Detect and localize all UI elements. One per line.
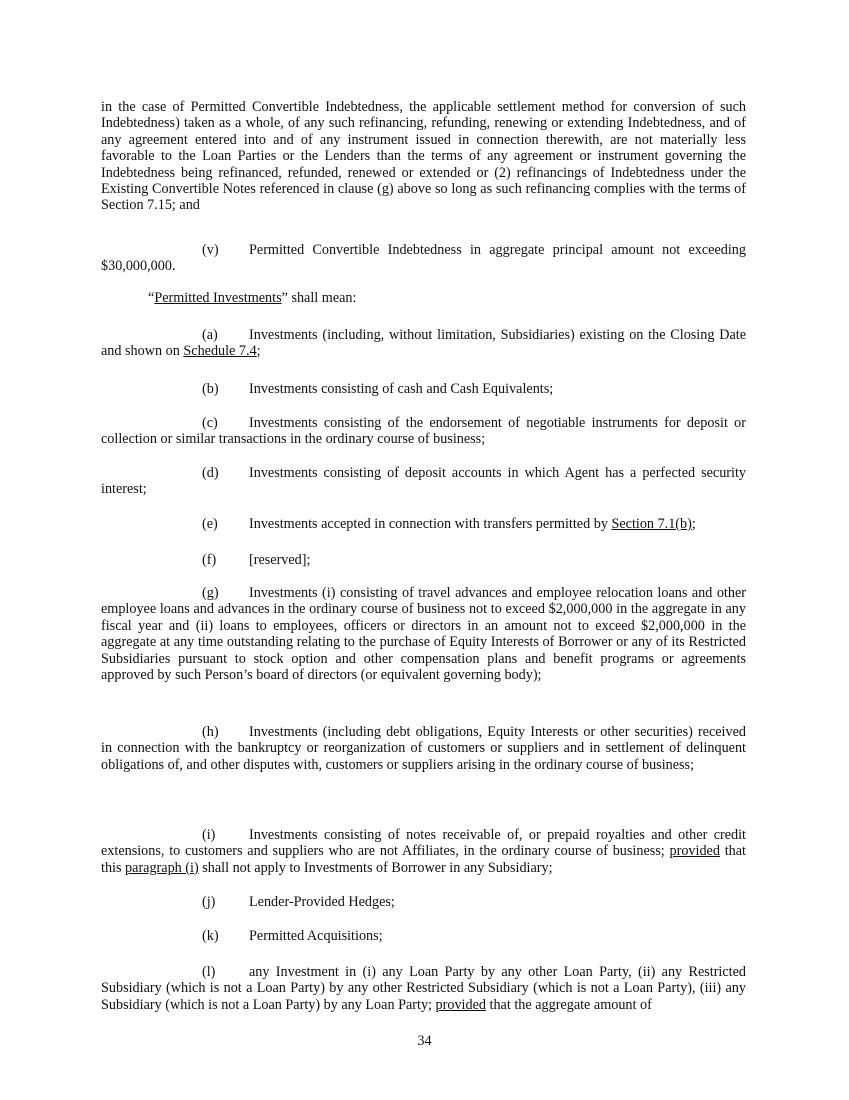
intro-continuation bbox=[101, 99, 746, 214]
item-c: (c) Investments consisting of the endorsement of negotiable instruments for deposit or collection or similar transactions in the ordinary course of business; bbox=[101, 415, 746, 448]
item-d: (d) Investments consisting of deposit accounts in which Agent has a perfected security interest; bbox=[101, 465, 746, 498]
item-text: Permitted Convertible Indebtedness in aggregate principal amount not exceeding $30,000,000. bbox=[101, 242, 746, 275]
definition-heading: “Permitted Investments” shall mean: bbox=[148, 290, 357, 306]
item-marker: (v) bbox=[202, 242, 219, 258]
item-f: (f) [reserved]; bbox=[202, 552, 311, 568]
defined-term: Permitted Investments bbox=[154, 290, 282, 306]
page-number: 34 bbox=[417, 1033, 432, 1049]
item-v bbox=[101, 242, 746, 275]
item-marker: (c) bbox=[202, 415, 218, 431]
item-e: (e) Investments accepted in connection with transfers permitted by Section 7.1(b); bbox=[202, 516, 696, 532]
item-marker: (j) bbox=[202, 894, 216, 910]
item-marker: (e) bbox=[202, 516, 218, 532]
item-marker: (d) bbox=[202, 465, 219, 481]
provided-term: provided bbox=[435, 996, 486, 1013]
item-l: (l) any Investment in (i) any Loan Party by any other Loan Party, (ii) any Restricted Subsidiary (which is not a Loan Party) by any other Restricted Subsidiary (which is not a Loan Party), (iii) any Subsidiary (which is not a Loan Party) by any Loan Party; provided that the aggregate amount of bbox=[101, 964, 746, 1013]
item-marker: (f) bbox=[202, 552, 217, 568]
item-marker: (i) bbox=[202, 827, 216, 843]
item-b: (b) Investments consisting of cash and Cash Equivalents; bbox=[202, 381, 554, 397]
item-marker: (l) bbox=[202, 964, 216, 980]
item-marker: (b) bbox=[202, 381, 219, 397]
item-k: (k) Permitted Acquisitions; bbox=[202, 928, 383, 944]
schedule-reference: Schedule 7.4 bbox=[183, 343, 257, 360]
item-marker: (h) bbox=[202, 724, 219, 740]
item-a: (a) Investments (including, without limitation, Subsidiaries) existing on the Closing Date and shown on Schedule 7.4; bbox=[101, 327, 746, 360]
section-reference: Section 7.1(b) bbox=[611, 516, 692, 532]
item-marker: (a) bbox=[202, 327, 218, 343]
item-marker: (k) bbox=[202, 928, 219, 944]
item-marker: (g) bbox=[202, 585, 219, 601]
item-j: (j) Lender-Provided Hedges; bbox=[202, 894, 395, 910]
item-i: (i) Investments consisting of notes receivable of, or prepaid royalties and other credit extensions, to customers and suppliers who are not Affiliates, in the ordinary course of business; provided that this paragraph (i) shall not apply to Investments of Borrower in any Subsidiary; bbox=[101, 827, 746, 876]
item-g: (g) Investments (i) consisting of travel advances and employee relocation loans and other employee loans and advances in the ordinary course of business not to exceed $2,000,000 in the aggregate in any fiscal year and (ii) loans to employees, officers or directors in an amount not to exceed $2,000,000 in the aggregate at any time outstanding relating to the purchase of Equity Interests of Borrower or any of its Restricted Subsidiaries pursuant to stock option and other compensation plans and benefit programs or agreements approved by such Person’s board of directors (or equivalent governing body); bbox=[101, 585, 746, 684]
paragraph-reference: paragraph (i) bbox=[125, 859, 199, 876]
item-h: (h) Investments (including debt obligations, Equity Interests or other securities) received in connection with the bankruptcy or reorganization of customers or suppliers and in settlement of delinquent obligations of, and other disputes with, customers or suppliers arising in the ordinary course of business; bbox=[101, 724, 746, 773]
intro-paragraph: in the case of Permitted Convertible Indebtedness, the applicable settlement method for conversion of such Indebtedness) taken as a whole, of any such refinancing, refunding, renewing or extending Indebtedness, and of any agreement entered into and of any instrument issued in connection therewith, are not materially less favorable to the Loan Parties or the Lenders than the terms of any agreement or instrument governing the Indebtedness being refinanced, refunded, renewed or extended or (2) refinancings of Indebtedness under the Existing Convertible Notes referenced in clause (g) above so long as such refinancing complies with the terms of Section 7.15; and bbox=[101, 99, 746, 214]
provided-term: provided bbox=[669, 843, 720, 860]
